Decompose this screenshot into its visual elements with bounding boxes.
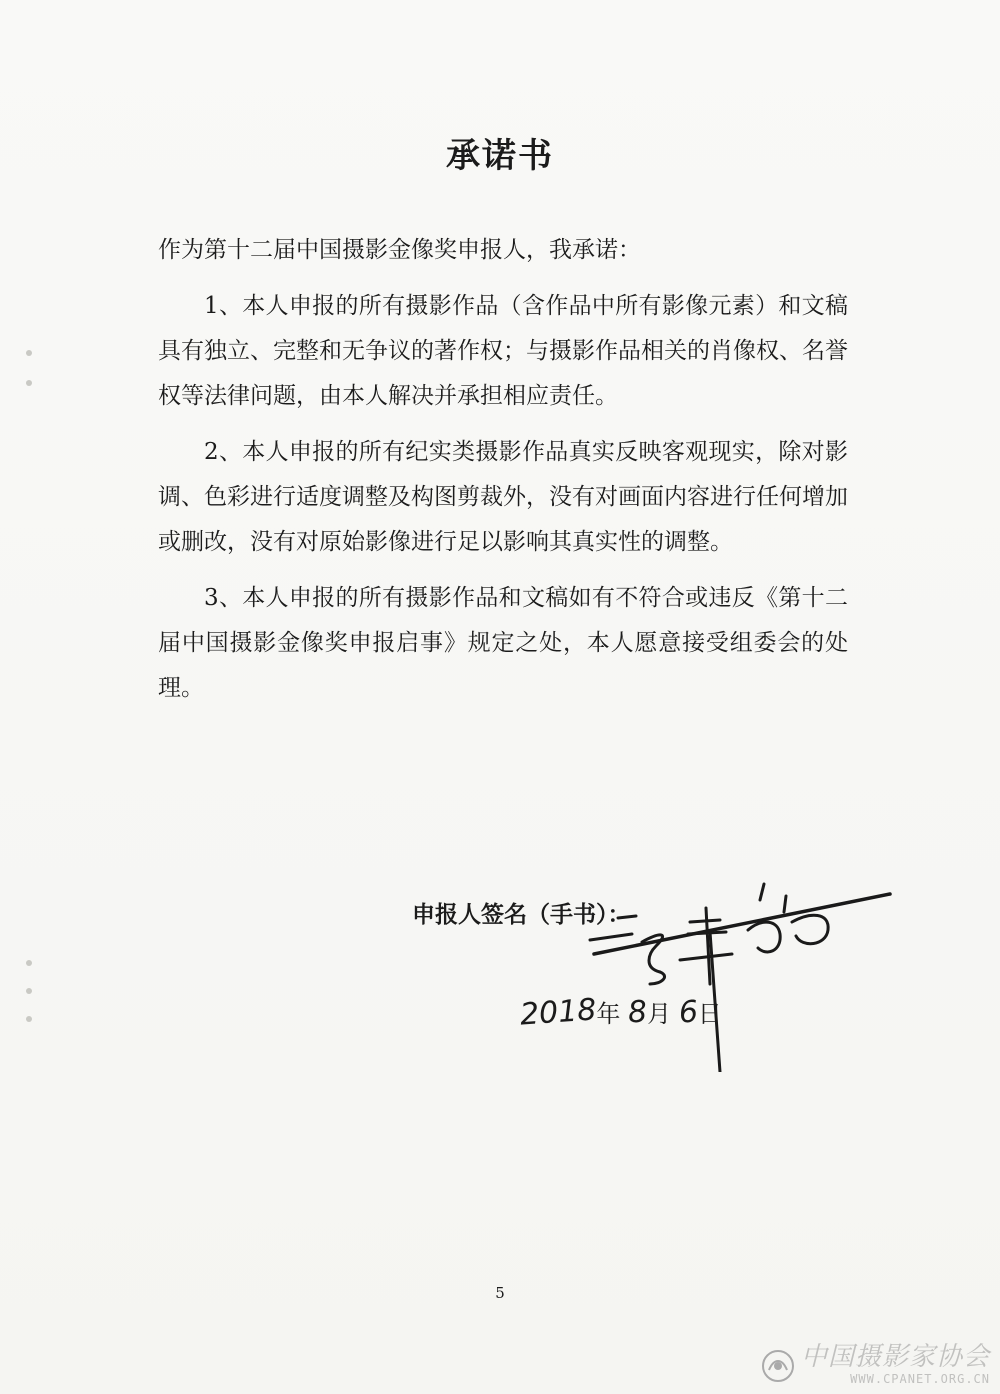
date-month: 8 (626, 994, 649, 1031)
date-line (518, 992, 722, 1033)
punch-hole-mark (26, 1016, 32, 1022)
intro-paragraph: 作为第十二届中国摄影金像奖申报人，我承诺： (158, 237, 641, 263)
punch-hole-mark (26, 960, 32, 966)
punch-hole-mark (26, 380, 32, 386)
document-body (158, 228, 848, 722)
date-day: 6 (677, 994, 700, 1031)
date-year-char: 年 (596, 1000, 621, 1028)
clause-2-paragraph: 2、本人申报的所有纪实类摄影作品真实反映客观现实，除对影调、色彩进行适度调整及构图剪裁外，没有对画面内容进行任何增加或删改，没有对原始影像进行足以影响其真实性的调整。 (158, 439, 848, 555)
association-logo-icon (760, 1348, 796, 1384)
date-month-char: 月 (647, 1000, 672, 1028)
watermark (760, 1342, 990, 1386)
document-title: 承诺书 (446, 136, 554, 176)
watermark-url: WWW.CPANET.ORG.CN (850, 1372, 990, 1386)
date-day-char: 日 (697, 1000, 722, 1028)
watermark-org-name: 中国摄影家协会 (800, 1342, 990, 1372)
clause-3-paragraph: 3、本人申报的所有摄影作品和文稿如有不符合或违反《第十二届中国摄影金像奖申报启事》规定之处，本人愿意接受组委会的处理。 (158, 585, 848, 701)
clause-1-paragraph: 1、本人申报的所有摄影作品（含作品中所有影像元素）和文稿具有独立、完整和无争议的著作权；与摄影作品相关的肖像权、名誉权等法律问题，由本人解决并承担相应责任。 (158, 293, 848, 409)
punch-hole-mark (26, 988, 32, 994)
signature-label: 申报人签名（手书）： (412, 902, 631, 928)
handwritten-signature (570, 872, 900, 1072)
date-year: 2018 (518, 992, 598, 1033)
page-number: 5 (495, 1284, 505, 1302)
punch-hole-mark (26, 350, 32, 356)
